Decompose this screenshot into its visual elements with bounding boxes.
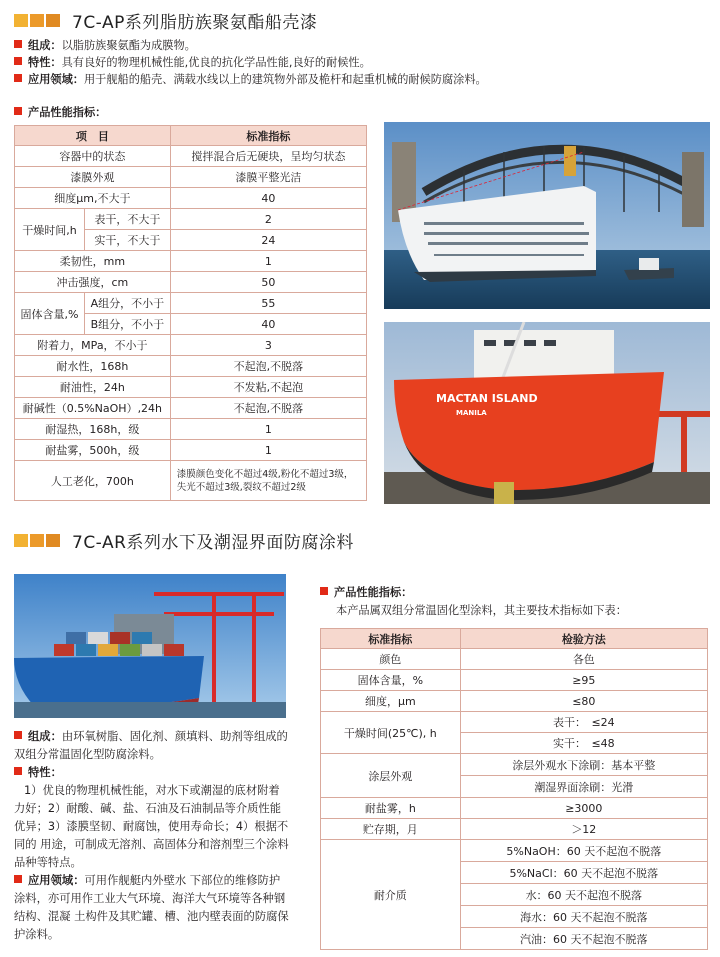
table-row: 耐水性，168h 不起泡,不脱落 (15, 356, 367, 377)
table-row: 耐碱性（0.5%NaOH）,24h 不起泡,不脱落 (15, 398, 367, 419)
table-row: 涂层外观 涂层外观水下涂刷：基本平整 (321, 754, 708, 776)
ap-intro (14, 37, 714, 88)
ar-description (14, 728, 290, 944)
table-row: 人工老化，700h 漆膜颜色变化不超过4级,粉化不超过3级，失光不超过3级,裂纹不超过2级 (15, 461, 367, 501)
cruise-ship-photo (384, 122, 710, 309)
table-row: 实干，不大于 24 (15, 230, 367, 251)
title-decor-bars (14, 14, 60, 27)
table-row: 耐盐雾，500h，级 1 (15, 440, 367, 461)
ar-perf-sub: 本产品属双组分常温固化型涂料，其主要技术指标如下表： (336, 604, 627, 617)
table-row: 水：60 天不起泡不脱落 (321, 884, 708, 906)
ship-port-text: MANILA (456, 409, 487, 417)
ap-spec-table (14, 125, 367, 501)
table-row: 颜色 各色 (321, 649, 708, 670)
table-row: 潮湿界面涂刷：光滑 (321, 776, 708, 798)
table-row: 容器中的状态 搅拌混合后无硬块，呈均匀状态 (15, 146, 367, 167)
table-row: 干燥时间(25℃), h 表干： ≤24 (321, 712, 708, 733)
ar-application: 应用领域：可用作舰艇内外壁水 下部位的维修防护涂料，亦可用作工业大气环境、海洋大气环境等各种钢结构、混凝 土构件及其贮罐、槽、池内壁表面的防腐保护涂料。 (14, 874, 289, 941)
ar-feature-label: 特性： (14, 764, 290, 782)
ar-composition: 组成：由环氧树脂、固化剂、颜填料、助剂等组成的双组分常温固化型防腐涂料。 (14, 730, 288, 761)
table-row: 冲击强度，cm 50 (15, 272, 367, 293)
ap-line-feature: 特性：具有良好的物理机械性能,优良的抗化学品性能,良好的耐候性。 (14, 54, 714, 71)
red-cargo-ship-photo (384, 322, 710, 504)
table-row: 海水：60 天不起泡不脱落 (321, 906, 708, 928)
ap-line-application: 应用领域：用于舰船的船壳、满载水线以上的建筑物外部及桅杆和起重机械的耐候防腐涂料。 (14, 71, 714, 88)
ar-title: 7C-AR系列水下及潮湿界面防腐涂料 (72, 533, 354, 553)
ar-feature-text: 1）优良的物理机械性能，对水下或潮湿的底材附着力好；2）耐酸、碱、盐、石油及石油制品等介质性能优异；3）漆膜坚韧、耐腐蚀，使用寿命长；4）根据不同的 用途，可制成无溶剂、高固体分和溶剂型三个涂料品种等特点。 (14, 784, 289, 869)
table-row: B组分，不小于 40 (15, 314, 367, 335)
title-decor-bars (14, 534, 60, 547)
table-row: 5%NaCl：60 天不起泡不脱落 (321, 862, 708, 884)
table-row: 附着力，MPa，不小于 3 (15, 335, 367, 356)
table-row: 贮存期，月 ＞12 (321, 819, 708, 840)
table-row: 汽油：60 天不起泡不脱落 (321, 928, 708, 950)
ap-title: 7C-AP系列脂肪族聚氨酯船壳漆 (72, 13, 318, 33)
table-row: 耐油性，24h 不发粘,不起泡 (15, 377, 367, 398)
table-row: 细度μm,不大于 40 (15, 188, 367, 209)
ap-perf-title: 产品性能指标： (14, 104, 106, 121)
container-ship-photo (14, 574, 286, 718)
table-row: 柔韧性，mm 1 (15, 251, 367, 272)
table-row: 固体含量,% A组分，不小于 55 (15, 293, 367, 314)
table-header-row: 项 目 标准指标 (15, 126, 367, 146)
table-row: 耐盐雾，h ≥3000 (321, 798, 708, 819)
table-row: 固体含量，% ≥95 (321, 670, 708, 691)
table-row: 漆膜外观 漆膜平整光洁 (15, 167, 367, 188)
table-row: 耐介质 5%NaOH：60 天不起泡不脱落 (321, 840, 708, 862)
ar-spec-table (320, 628, 708, 950)
ap-title-bar (14, 8, 317, 33)
ship-name-text: MACTAN ISLAND (436, 392, 538, 405)
ar-perf-title: 产品性能指标： (320, 584, 412, 601)
table-row: 细度，μm ≤80 (321, 691, 708, 712)
ap-line-composition: 组成：以脂肪族聚氨酯为成膜物。 (14, 37, 714, 54)
table-row: 耐湿热，168h，级 1 (15, 419, 367, 440)
ar-title-bar (14, 528, 354, 553)
table-row: 干燥时间,h 表干，不大于 2 (15, 209, 367, 230)
table-row: 实干： ≤48 (321, 733, 708, 754)
table-header-row: 标准指标 检验方法 (321, 629, 708, 649)
